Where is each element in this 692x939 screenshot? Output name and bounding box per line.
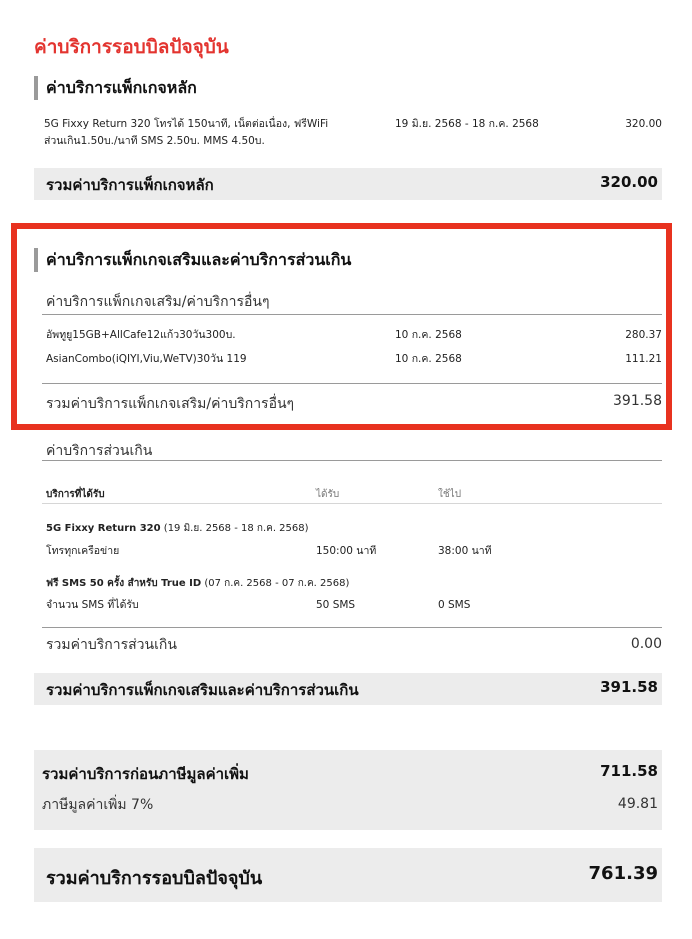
vat-value: 49.81 [617,796,658,812]
overage-subheading: ค่าบริการส่วนเกิน [46,443,153,459]
section-marker [34,248,38,272]
extra-section-heading-text: ค่าบริการแพ็กเกจเสริมและค่าบริการส่วนเกิน [46,250,352,269]
section-marker [34,76,38,100]
overage-total-value: 0.00 [630,636,662,652]
divider [42,314,662,315]
overage-col-used: ใช้ไป [438,489,462,500]
overage-col-service: บริการที่ได้รับ [46,489,105,500]
main-package-total-row [34,168,662,200]
divider [42,627,662,628]
overage-row-received: 150:00 นาที [316,545,377,557]
addon-total-value: 391.58 [613,393,662,409]
addon-item-date: 10 ก.ค. 2568 [395,329,462,341]
main-package-item-period: 19 มิ.ย. 2568 - 18 ก.ค. 2568 [395,118,539,130]
addon-subheading: ค่าบริการแพ็กเกจเสริม/ค่าบริการอื่นๆ [46,294,270,310]
main-package-item-desc-1: 5G Fixxy Return 320 โทรได้ 150นาที, เน็ตต่อเนื่อง, ฟรีWiFi [44,118,329,130]
page-title: ค่าบริการรอบบิลปัจจุบัน [34,36,229,58]
overage-row-label: จำนวน SMS ที่ได้รับ [46,599,139,611]
overage-group-title-bold: ฟรี SMS 50 ครั้ง สำหรับ True ID [46,578,202,589]
overage-row-label: โทรทุกเครือข่าย [46,545,120,557]
addon-item-amount: 280.37 [625,329,662,341]
main-package-heading-text: ค่าบริการแพ็กเกจหลัก [46,78,197,97]
main-package-heading [34,74,662,104]
overage-group-title-dates: (19 มิ.ย. 2568 - 18 ก.ค. 2568) [160,523,309,534]
extra-section-total-value: 391.58 [600,678,658,696]
overage-group-title-dates: (07 ก.ค. 2568 - 07 ก.ค. 2568) [201,578,350,589]
overage-row-used: 38:00 นาที [438,545,492,557]
extra-section-total-row [34,673,662,705]
vat-label: ภาษีมูลค่าเพิ่ม 7% [42,797,154,813]
extra-section-heading [34,246,662,276]
overage-col-received: ได้รับ [316,489,340,500]
overage-row-received: 50 SMS [316,599,356,611]
overage-row-used: 0 SMS [438,599,471,611]
main-package-item-desc-2: ส่วนเกิน1.50บ./นาที SMS 2.50บ. MMS 4.50บ. [44,135,265,147]
grand-total-row [34,848,662,902]
main-package-item-amount: 320.00 [625,118,662,130]
addon-total-label: รวมค่าบริการแพ็กเกจเสริม/ค่าบริการอื่นๆ [46,396,295,412]
main-package-total-value: 320.00 [600,173,658,191]
grand-total-label: รวมค่าบริการรอบบิลปัจจุบัน [46,868,263,889]
addon-item-name: อัพทูยู15GB+AllCafe12แก้ว30วัน300บ. [46,329,236,341]
addon-item-amount: 111.21 [625,353,662,365]
main-package-total-label: รวมค่าบริการแพ็กเกจหลัก [46,176,214,194]
overage-group-title [46,521,309,536]
pre-vat-label: รวมค่าบริการก่อนภาษีมูลค่าเพิ่ม [42,765,249,783]
divider [42,503,662,504]
grand-total-value: 761.39 [588,863,658,884]
overage-group-title [46,576,349,591]
divider [42,383,662,384]
addon-item-date: 10 ก.ค. 2568 [395,353,462,365]
divider [42,460,662,461]
pre-vat-value: 711.58 [600,762,658,780]
overage-total-label: รวมค่าบริการส่วนเกิน [46,637,177,653]
overage-group-title-bold: 5G Fixxy Return 320 [46,523,161,534]
addon-item-name: AsianCombo(iQIYI,Viu,WeTV)30วัน 119 [46,353,247,365]
extra-section-total-label: รวมค่าบริการแพ็กเกจเสริมและค่าบริการส่วนเกิน [46,681,359,699]
